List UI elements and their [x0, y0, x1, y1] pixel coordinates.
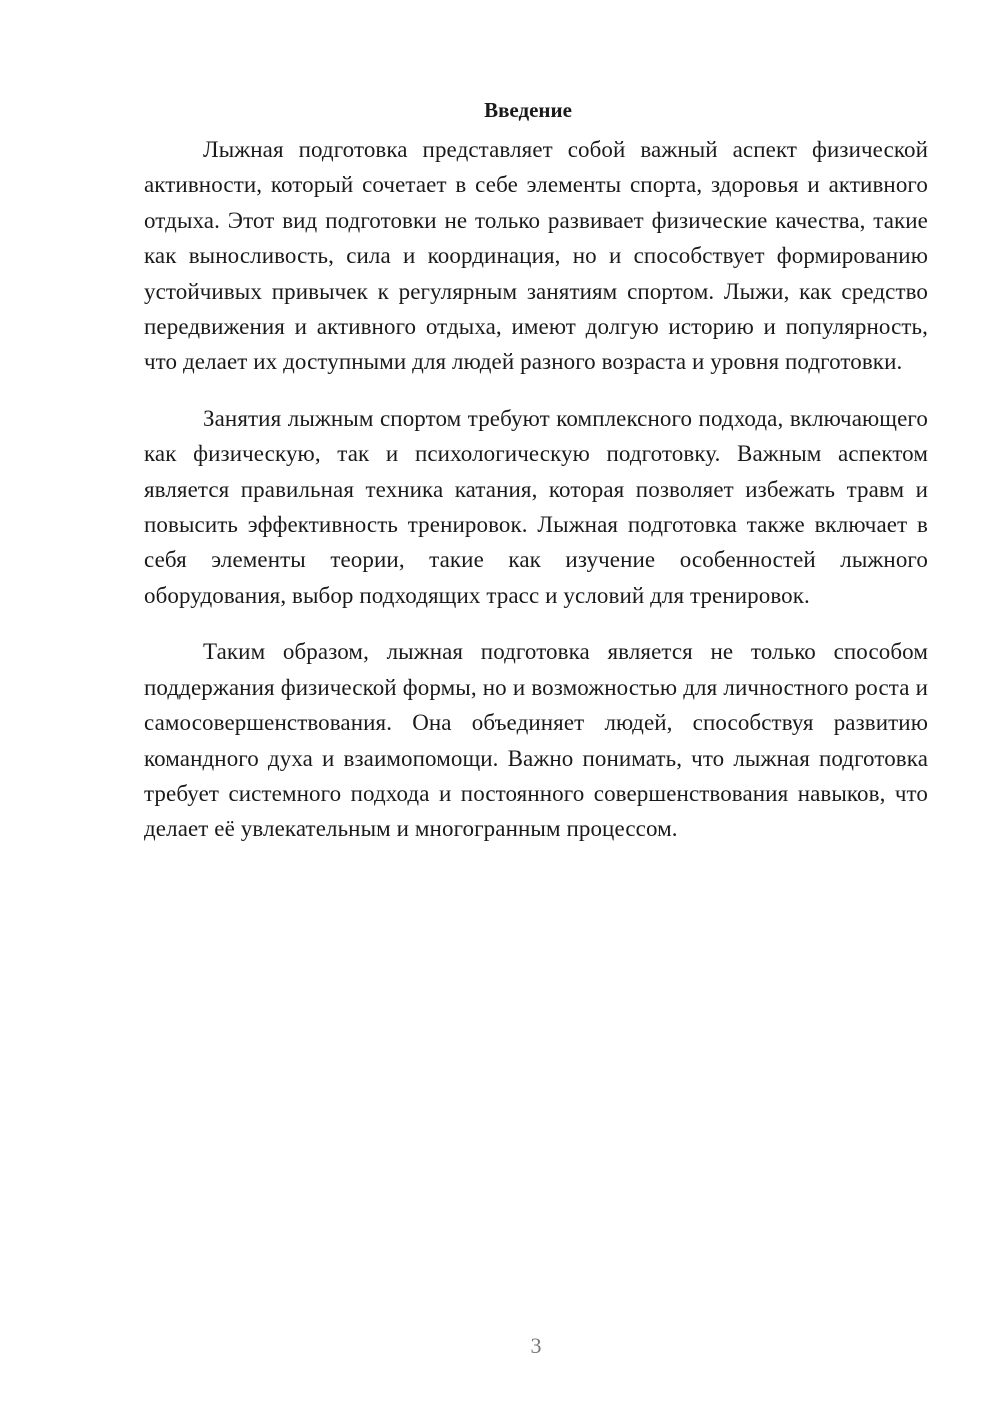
- document-page: [144, 92, 928, 868]
- page-number: 3: [530, 1333, 542, 1358]
- paragraph-3: Таким образом, лыжная подготовка является не только способом поддержания физической формы, но и возможностью для личностного роста и самосовершенствования. Она объединяет людей, способствуя развитию командного духа и взаимопомощи. Важно понимать, что лыжная подготовка требует системного подхода и постоянного совершенствования навыков, что делает её увлекательным и многогранным процессом.: [144, 639, 928, 842]
- paragraph-1: Лыжная подготовка представляет собой важный аспект физической активности, который сочетает в себе элементы спорта, здоровья и активного отдыха. Этот вид подготовки не только развивает физические качества, такие как выносливость, сила и координация, но и способствует формированию устойчивых привычек к регулярным занятиям спортом. Лыжи, как средство передвижения и активного отдыха, имеют долгую историю и популярность, что делает их доступными для людей разного возраста и уровня подготовки.: [144, 137, 928, 375]
- section-title: Введение: [484, 98, 572, 122]
- paragraph-2: Занятия лыжным спортом требуют комплексного подхода, включающего как физическую, так и психологическую подготовку. Важным аспектом является правильная техника катания, которая позволяет избежать травм и повысить эффективность тренировок. Лыжная подготовка также включает в себя элементы теории, такие как изучение особенностей лыжного оборудования, выбор подходящих трасс и условий для тренировок.: [144, 405, 928, 608]
